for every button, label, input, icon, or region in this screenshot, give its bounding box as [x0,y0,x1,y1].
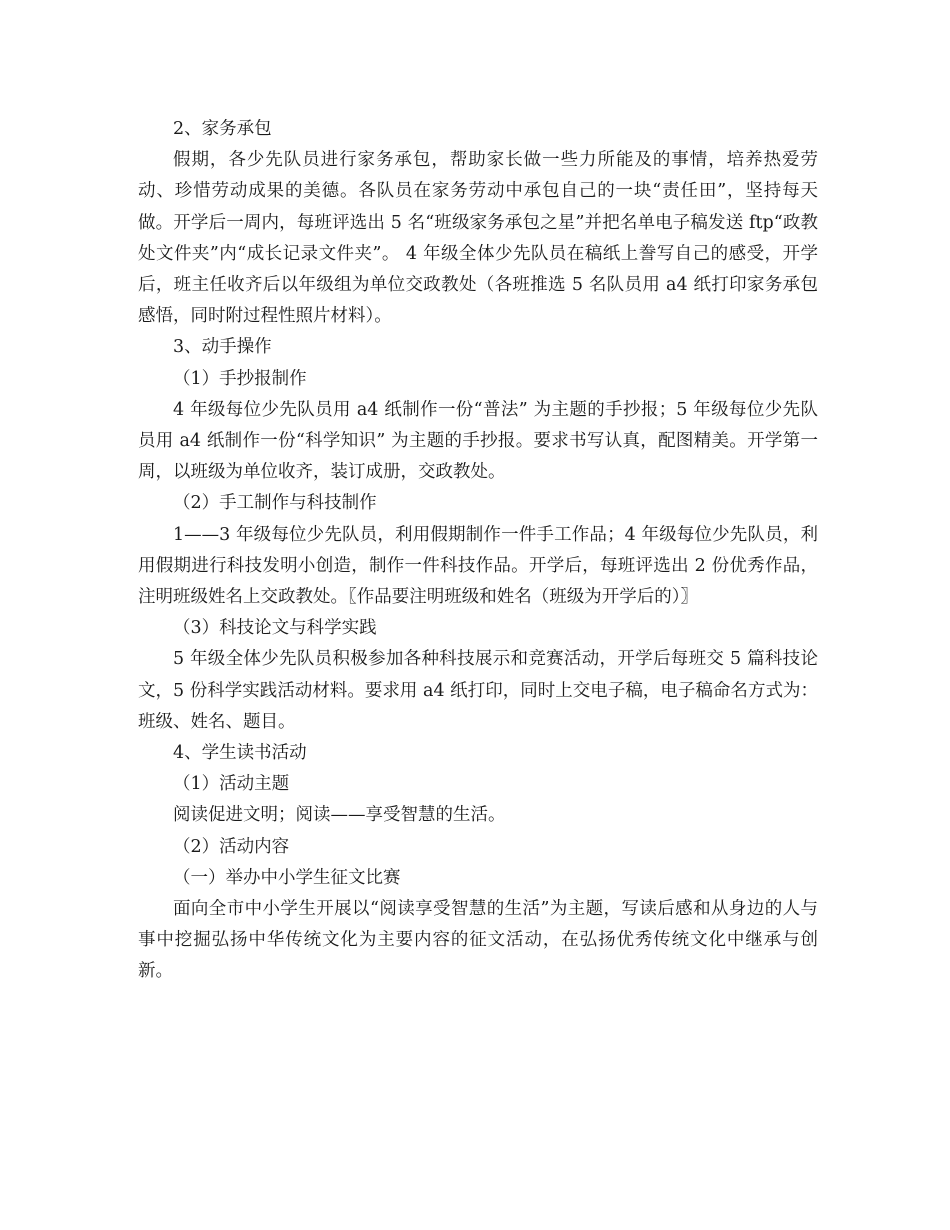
subheading-handwritten-newspaper: （1）手抄报制作 [173,368,307,389]
heading-chores: 2、家务承包 [173,119,272,139]
subheading-essay-contest: （一）举办中小学生征文比赛 [173,867,401,888]
paragraph-theme: 阅读促进文明；阅读——享受智慧的生活。 [173,805,506,826]
subheading-content: （2）活动内容 [173,836,290,857]
heading-hands-on: 3、动手操作 [173,337,272,358]
paragraph-handwritten-newspaper: 4 年级每位少先队员用 a4 纸制作一份“普法” 为主题的手抄报；5 年级每位少先队员用 a4 纸制作一份“科学知识” 为主题的手抄报。要求书写认真，配图精美。开学第一周，以班级为单位收齐，装订成册，交政教处。 [138,399,818,483]
document-body [138,114,818,988]
paragraph-science-paper: 5 年级全体少先队员积极参加各种科技展示和竞赛活动，开学后每班交 5 篇科技论文，5 份科学实践活动材料。要求用 a4 纸打印，同时上交电子稿，电子稿命名方式为：班级、姓名、题目。 [138,649,818,732]
subheading-science-paper: （3）科技论文与科学实践 [173,618,377,639]
subheading-theme: （1）活动主题 [173,774,290,795]
paragraph-chores: 假期，各少先队员进行家务承包，帮助家长做一些力所能及的事情，培养热爱劳动、珍惜劳动成果的美德。各队员在家务劳动中承包自己的一块“责任田”，坚持每天做。开学后一周内，每班评选出 5 名“班级家务承包之星”并把名单电子稿发送 ftp“政教处文件夹”内“成长记录文件夹”。 4 年级全体少先队员在稿纸上誊写自己的感受，开学后，班主任收齐后以年级组为单位交政教处（各班推选 5 名队员用 a4 纸打印家务承包感悟，同时附过程性照片材料）。 [138,150,818,327]
paragraph-handcraft: 1——3 年级每位少先队员，利用假期制作一件手工作品；4 年级每位少先队员，利用假期进行科技发明小创造，制作一件科技作品。开学后，每班评选出 2 份优秀作品，注明班级姓名上交政教处。〖作品要注明班级和姓名（班级为开学后的）〗 [138,524,818,608]
subheading-handcraft: （2）手工制作与科技制作 [173,493,377,514]
paragraph-essay-contest: 面向全市中小学生开展以“阅读享受智慧的生活”为主题，写读后感和从身边的人与事中挖掘弘扬中华传统文化为主要内容的征文活动，在弘扬优秀传统文化中继承与创新。 [138,899,818,982]
heading-reading: 4、学生读书活动 [173,743,307,764]
